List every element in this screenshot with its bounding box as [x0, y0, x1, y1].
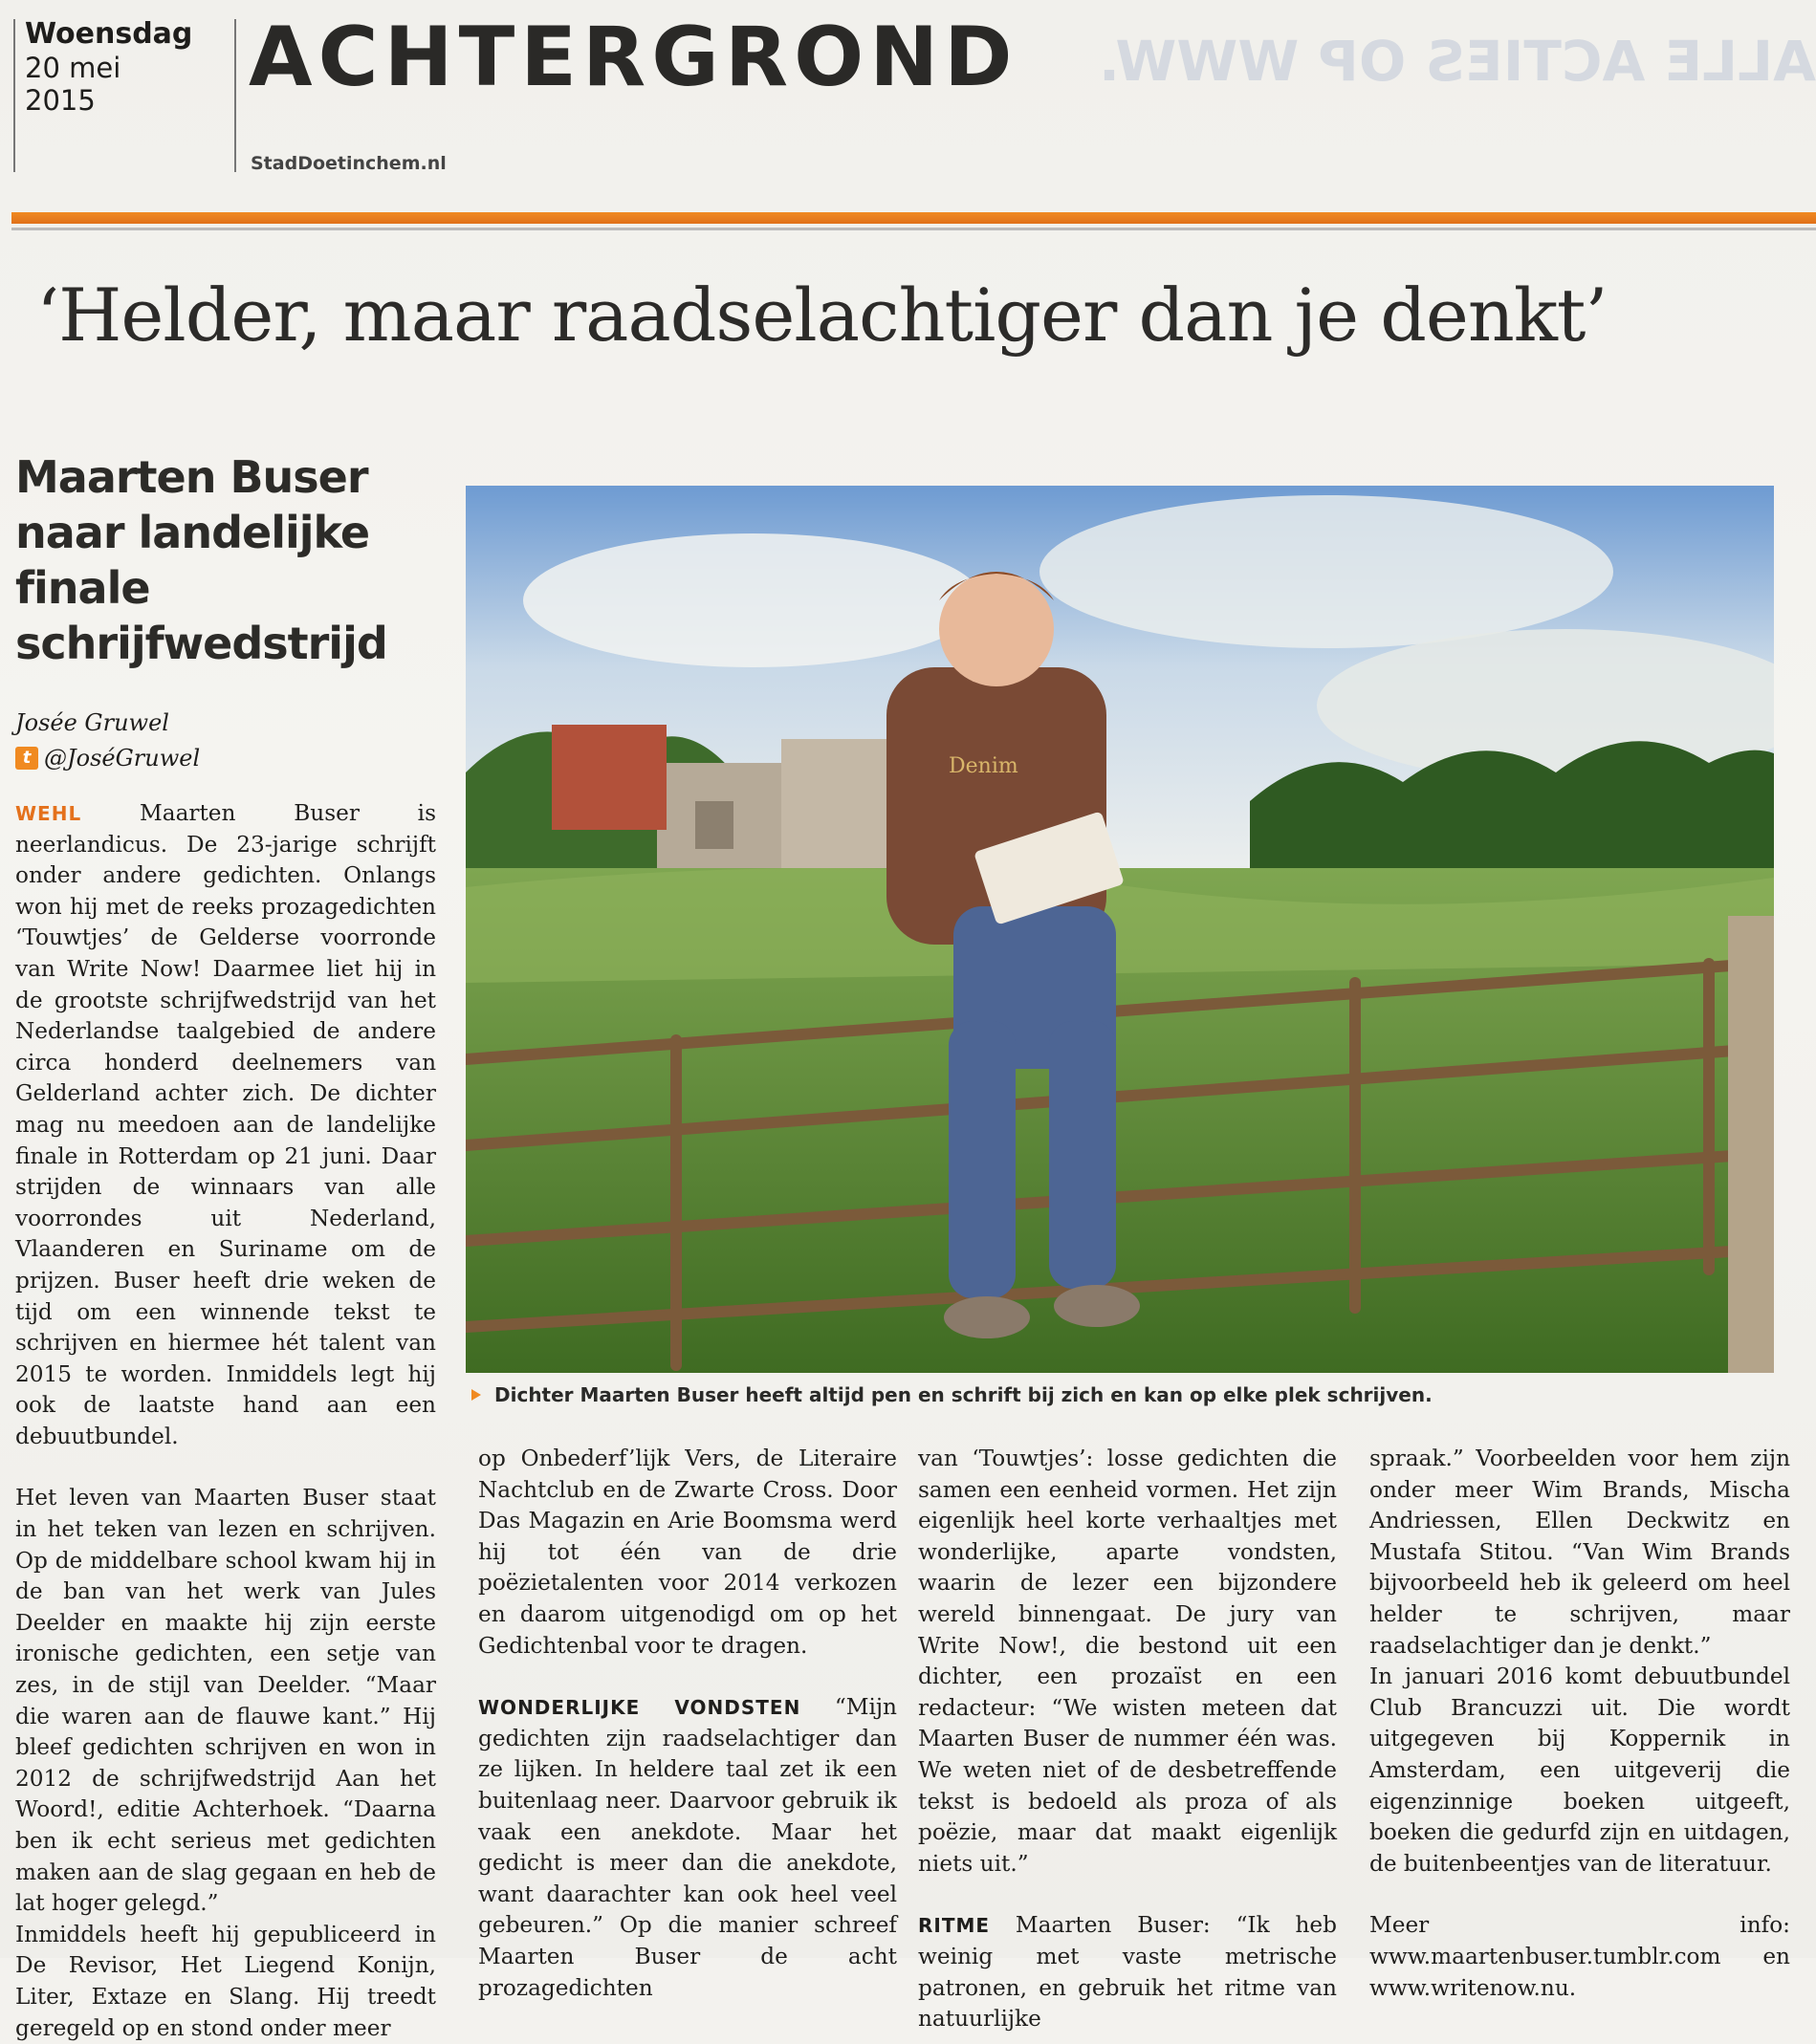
weekday: Woensdag — [25, 17, 193, 51]
body-text: “Mijn gedichten zijn raadselachtiger dan ze lijken. In heldere taal zet ik een buitenlaag neer. Daarvoor gebruik ik vaak een anekdote. Maar het gedicht is meer dan die anekdote, want daarachter kan ook heel veel gebeuren.” Op die manier schreef Maarten Buser de acht prozagedichten — [478, 1694, 897, 2001]
subheadline — [15, 449, 455, 671]
lead-column — [15, 798, 436, 2044]
body-paragraph: spraak.” Voorbeelden voor hem zijn onder meer Wim Brands, Mischa Andriessen, Ellen Deckwitz en Mustafa Stitou. “Van Wim Brands bijvoorbeeld heb ik geleerd om heel helder te schrijven, maar raadselachtiger dan je denkt.” — [1369, 1446, 1790, 1659]
date: 20 mei — [25, 52, 121, 84]
twitter-icon: t — [15, 747, 38, 770]
byline-handle-row — [15, 741, 200, 775]
caption-text: Dichter Maarten Buser heeft altijd pen en schrift bij zich en kan op elke plek schrijven. — [494, 1383, 1433, 1406]
inline-heading: RITME — [918, 1914, 991, 1938]
byline-author: Josée Gruwel — [15, 709, 169, 736]
body-paragraph — [478, 1692, 897, 2004]
inline-heading: WONDERLIJKE VONDSTEN — [478, 1696, 801, 1720]
subhead-line: Maarten Buser — [15, 451, 368, 503]
section-rule-thin — [11, 228, 1816, 230]
subhead-line: finale — [15, 562, 150, 614]
body-paragraph: Het leven van Maarten Buser staat in het teken van lezen en schrijven. Op de middelbare school kwam hij in de ban van het werk van Jules Deelder en maakte hij zijn eerste ironische gedichten, een setje van zes, in de stijl van Deelder. “Maar die waren aan de flauwe kant.” Hij bleef gedichten schrijven en won in 2012 de schrijfwedstrijd Aan het Woord!, editie Achterhoek. “Daarna ben ik echt serieus met gedichten maken aan de slag gegaan en heb de lat hoger gelegd.” — [15, 1485, 436, 1917]
subhead-line: naar landelijke — [15, 507, 370, 558]
body-paragraph: op Onbederf’lijk Vers, de Literaire Nachtclub en de Zwarte Cross. Door Das Magazin en Arie Boomsma werd hij tot één van de drie poëzietalenten voor 2014 verkozen en daarom uitgenodigd om op het Gedichtenbal voor te dragen. — [478, 1446, 897, 1659]
caption-arrow-icon — [471, 1389, 481, 1401]
byline-handle: @JoséGruwel — [44, 745, 201, 772]
body-text: Maarten Buser: “Ik heb weinig met vaste metrische patronen, en gebruik het ritme van natuurlijke — [918, 1912, 1337, 2033]
section-title: ACHTERGROND — [249, 10, 1018, 105]
body-paragraph: Inmiddels heeft hij gepubliceerd in De Revisor, Het Liegend Konijn, Liter, Extaze en Slang. Hij treedt geregeld op en stond onder meer — [15, 1921, 436, 2041]
date-block — [25, 17, 230, 117]
photo-caption — [471, 1383, 1433, 1406]
show-through-text: ALLE ACTIES OP WWW. — [1098, 29, 1816, 94]
more-info: Meer info: www.maartenbuser.tumblr.com en www.writenow.nu. — [1369, 1912, 1790, 2001]
masthead-divider — [13, 19, 15, 172]
body-column-3 — [918, 1444, 1337, 2035]
body-column-2 — [478, 1444, 897, 2004]
site-name: StadDoetinchem.nl — [251, 153, 447, 174]
shirt-print: Denim — [949, 754, 1018, 778]
subhead-line: schrijfwedstrijd — [15, 618, 387, 669]
body-paragraph: van ‘Touwtjes’: losse gedichten die samen een eenheid vormen. Het zijn eigenlijk heel korte verhaaltjes met wonderlijke, aparte vondsten, waarin de lezer een bijzondere wereld binnengaat. De jury van Write Now!, die bestond uit een dichter, een prozaïst en een redacteur: “We wisten meteen dat Maarten Buser de nummer één was. We weten niet of de desbetreffende tekst is bedoeld als proza of als poëzie, maar dat maakt eigenlijk niets uit.” — [918, 1446, 1337, 1877]
headline: ‘Helder, maar raadselachtiger dan je denkt’ — [36, 272, 1608, 358]
body-paragraph: In januari 2016 komt debuutbundel Club Brancuzzi uit. Die wordt uitgegeven bij Koppernik in Amsterdam, een uitgeverij die eigenzinnige boeken uitgeeft, boeken die gedurfd zijn en uitdagen, de buitenbeentjes van de literatuur. — [1369, 1663, 1790, 1877]
lead-text: Maarten Buser is neerlandicus. De 23-jarige schrijft onder andere gedichten. Onlangs won hij met de reeks prozagedichten ‘Touwtjes’ de Gelderse voorronde van Write Now! Daarmee liet hij in de grootste schrijfwedstrijd van het Nederlandse taalgebied de andere circa honderd deelnemers van Gelderland achter zich. De dichter mag nu meedoen aan de landelijke finale in Rotterdam op 21 juni. Daar strijden de winnaars van alle voorrondes uit Nederland, Vlaanderen en Suriname om de prijzen. Buser heeft drie weken de tijd om een winnende tekst te schrijven en hiermee hét talent van 2015 te worden. Inmiddels legt hij ook de laatste hand aan een debuutbundel. — [15, 800, 436, 1449]
dateline: WEHL — [15, 802, 82, 825]
year: 2015 — [25, 84, 96, 117]
lead-paragraph — [15, 798, 436, 1452]
section-rule — [11, 212, 1816, 224]
body-paragraph — [918, 1910, 1337, 2034]
article-photo — [466, 486, 1774, 1373]
masthead-divider-2 — [234, 19, 236, 172]
body-column-4 — [1369, 1444, 1790, 2004]
photo-illustration — [466, 486, 1774, 1373]
